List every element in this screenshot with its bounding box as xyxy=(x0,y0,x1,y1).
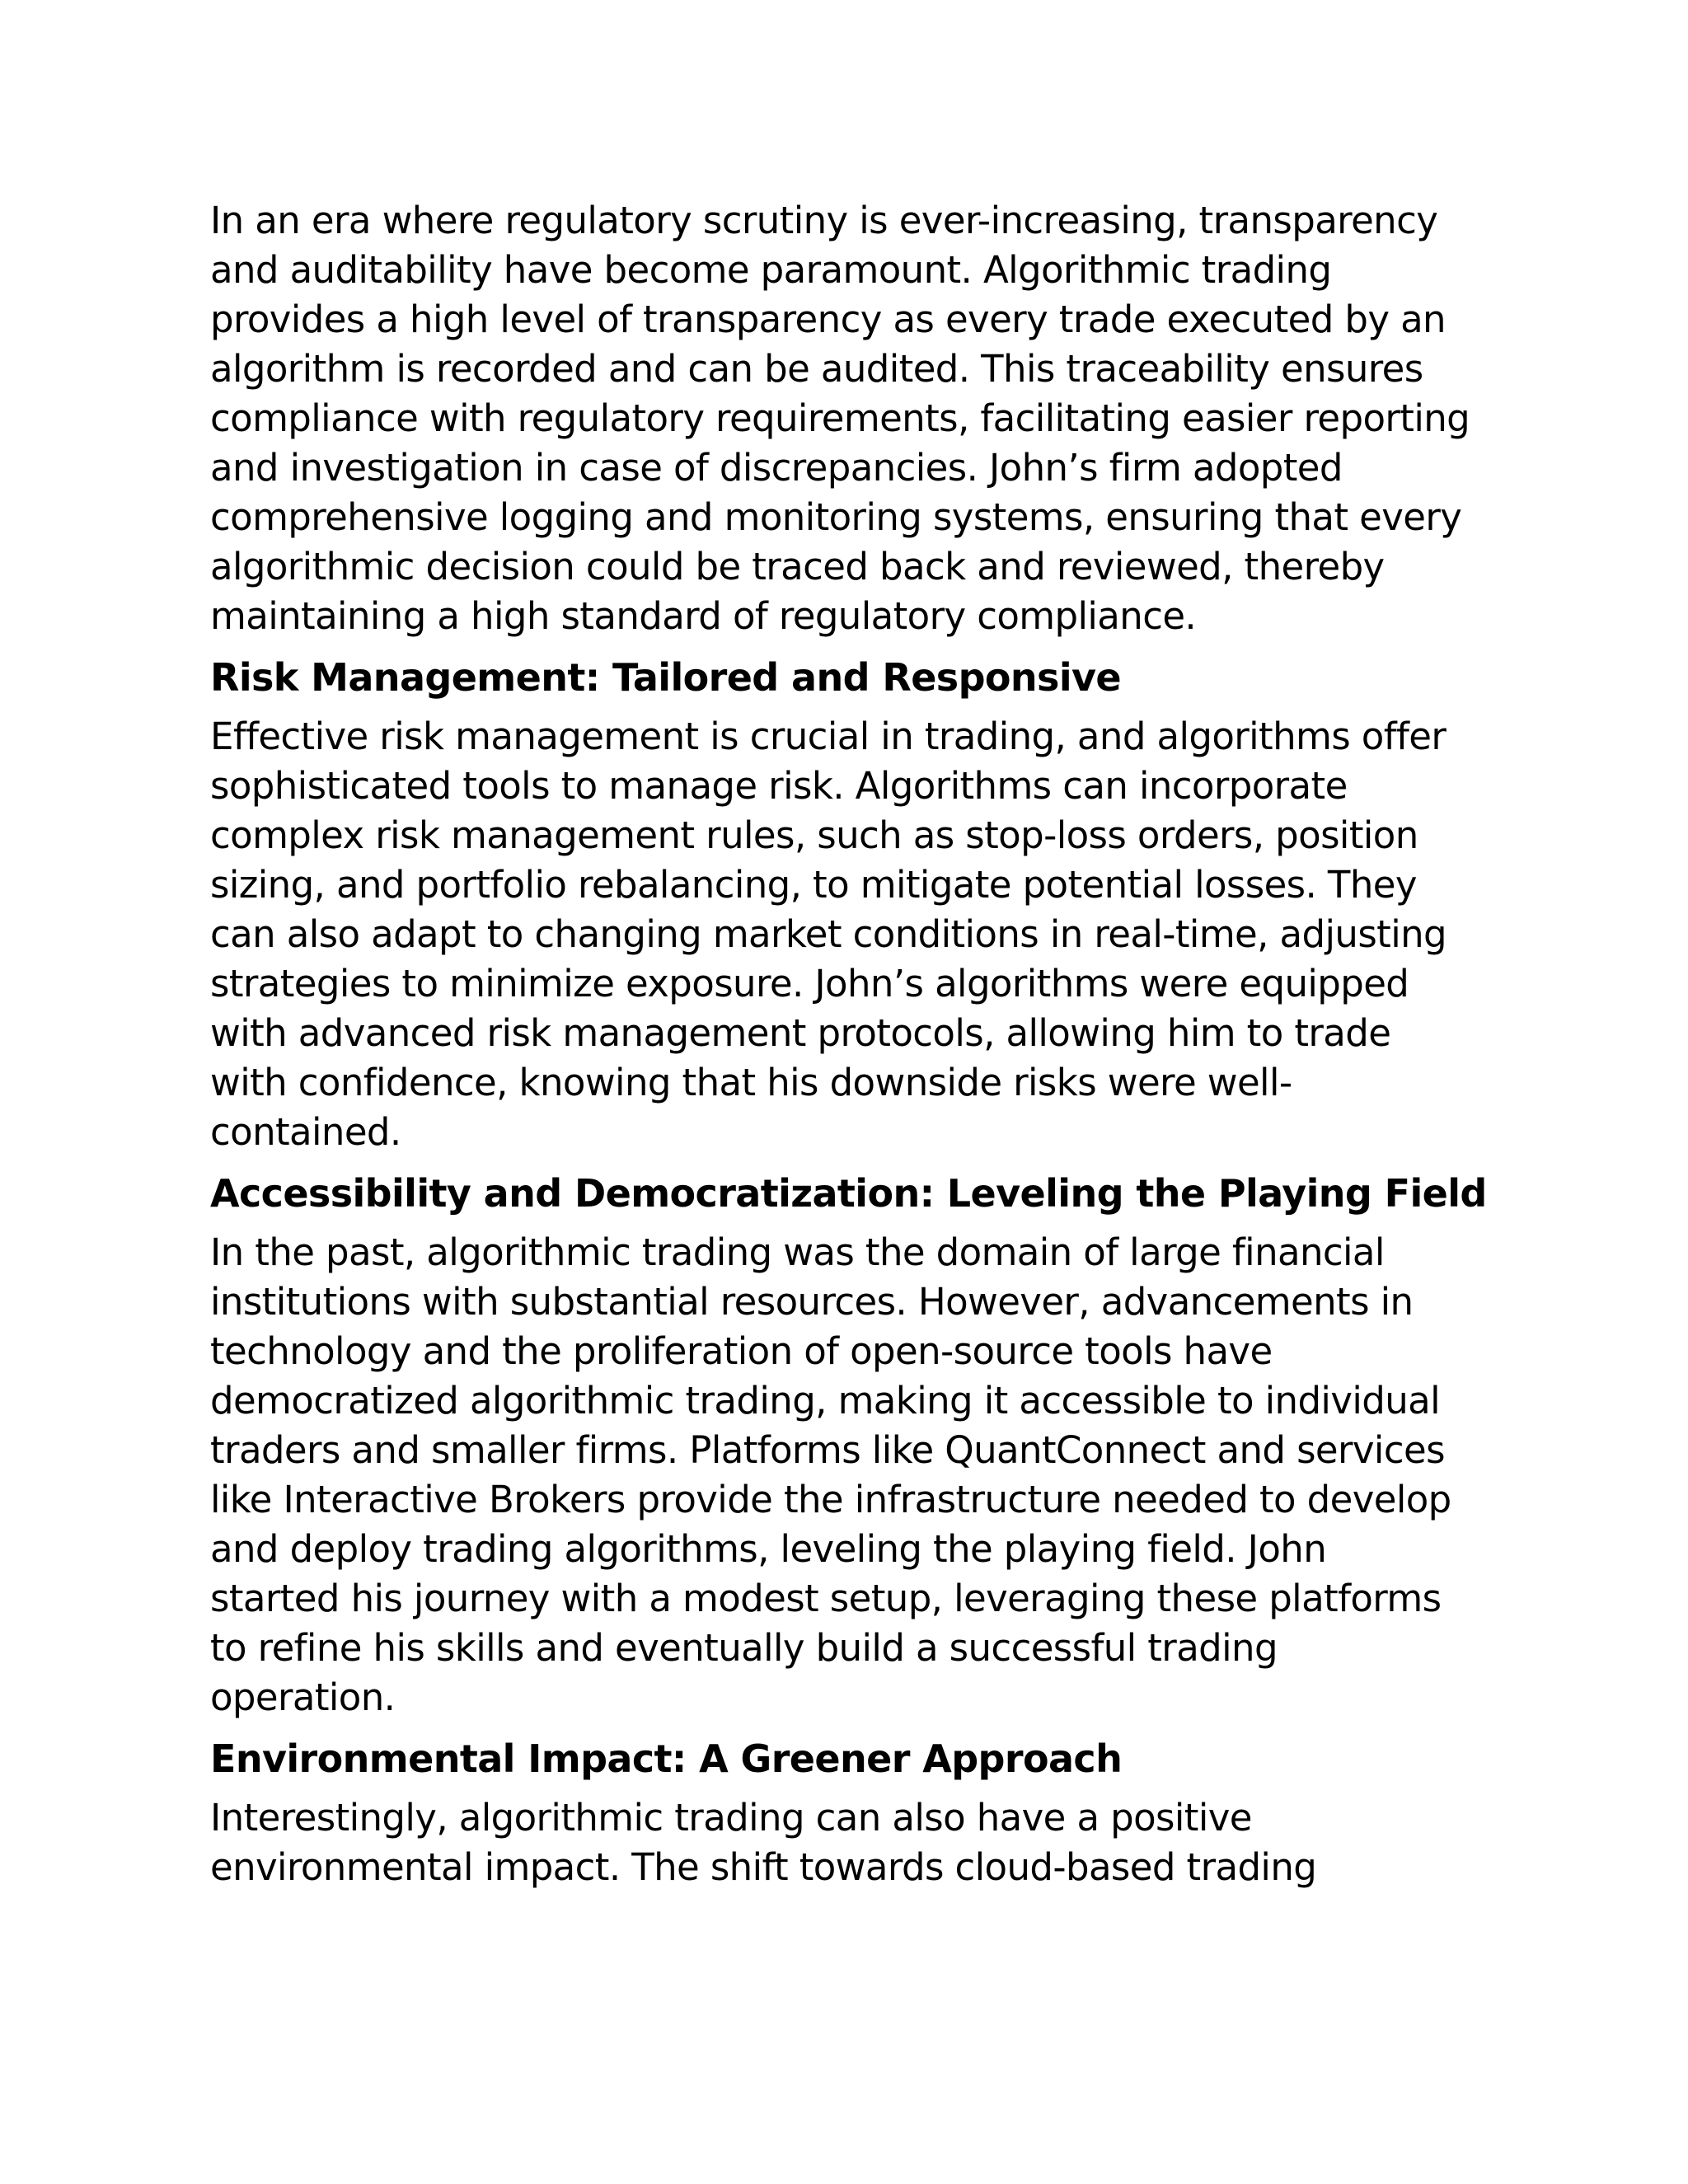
text-line: compliance with regulatory requirements, facilitating easier reporting xyxy=(210,396,1470,440)
text-line: institutions with substantial resources. However, advancements in xyxy=(210,1280,1414,1324)
paragraph-transparency xyxy=(210,196,1496,641)
document-page xyxy=(210,196,1496,1892)
text-line: comprehensive logging and monitoring systems, ensuring that every xyxy=(210,495,1462,539)
text-line: started his journey with a modest setup, leveraging these platforms xyxy=(210,1577,1442,1620)
text-line: operation. xyxy=(210,1675,396,1719)
text-line: algorithm is recorded and can be audited. This traceability ensures xyxy=(210,347,1423,391)
text-line: with advanced risk management protocols, allowing him to trade xyxy=(210,1011,1391,1055)
text-line: can also adapt to changing market conditions in real-time, adjusting xyxy=(210,912,1447,956)
text-line: contained. xyxy=(210,1110,401,1154)
text-line: strategies to minimize exposure. John’s algorithms were equipped xyxy=(210,962,1409,1005)
paragraph-risk-management xyxy=(210,712,1496,1157)
text-line: and investigation in case of discrepancies. John’s firm adopted xyxy=(210,446,1343,490)
text-line: environmental impact. The shift towards cloud-based trading xyxy=(210,1845,1317,1889)
text-line: complex risk management rules, such as stop-loss orders, position xyxy=(210,813,1418,857)
text-line: democratized algorithmic trading, making it accessible to individual xyxy=(210,1379,1441,1422)
text-line: In the past, algorithmic trading was the domain of large financial xyxy=(210,1230,1385,1274)
text-line: like Interactive Brokers provide the infrastructure needed to develop xyxy=(210,1478,1451,1521)
text-line: maintaining a high standard of regulatory compliance. xyxy=(210,594,1197,638)
heading-risk-management: Risk Management: Tailored and Responsive xyxy=(210,655,1121,700)
text-line: and deploy trading algorithms, leveling the playing field. John xyxy=(210,1527,1327,1571)
paragraph-accessibility xyxy=(210,1228,1496,1722)
text-line: Interestingly, algorithmic trading can also have a positive xyxy=(210,1796,1252,1840)
text-line: Effective risk management is crucial in trading, and algorithms offer xyxy=(210,715,1447,758)
text-line: In an era where regulatory scrutiny is ever-increasing, transparency xyxy=(210,199,1438,242)
text-line: sophisticated tools to manage risk. Algorithms can incorporate xyxy=(210,764,1348,808)
text-line: traders and smaller firms. Platforms like QuantConnect and services xyxy=(210,1428,1445,1472)
text-line: sizing, and portfolio rebalancing, to mitigate potential losses. They xyxy=(210,863,1417,907)
text-line: with confidence, knowing that his downside risks were well- xyxy=(210,1061,1292,1104)
heading-environmental-impact: Environmental Impact: A Greener Approach xyxy=(210,1736,1123,1781)
text-line: to refine his skills and eventually build a successful trading xyxy=(210,1626,1278,1670)
text-line: technology and the proliferation of open-source tools have xyxy=(210,1329,1273,1373)
heading-accessibility: Accessibility and Democratization: Leveling the Playing Field xyxy=(210,1171,1487,1216)
text-line: provides a high level of transparency as every trade executed by an xyxy=(210,298,1446,341)
paragraph-environmental-impact xyxy=(210,1793,1496,1892)
text-line: algorithmic decision could be traced back and reviewed, thereby xyxy=(210,545,1385,588)
text-line: and auditability have become paramount. Algorithmic trading xyxy=(210,248,1332,292)
